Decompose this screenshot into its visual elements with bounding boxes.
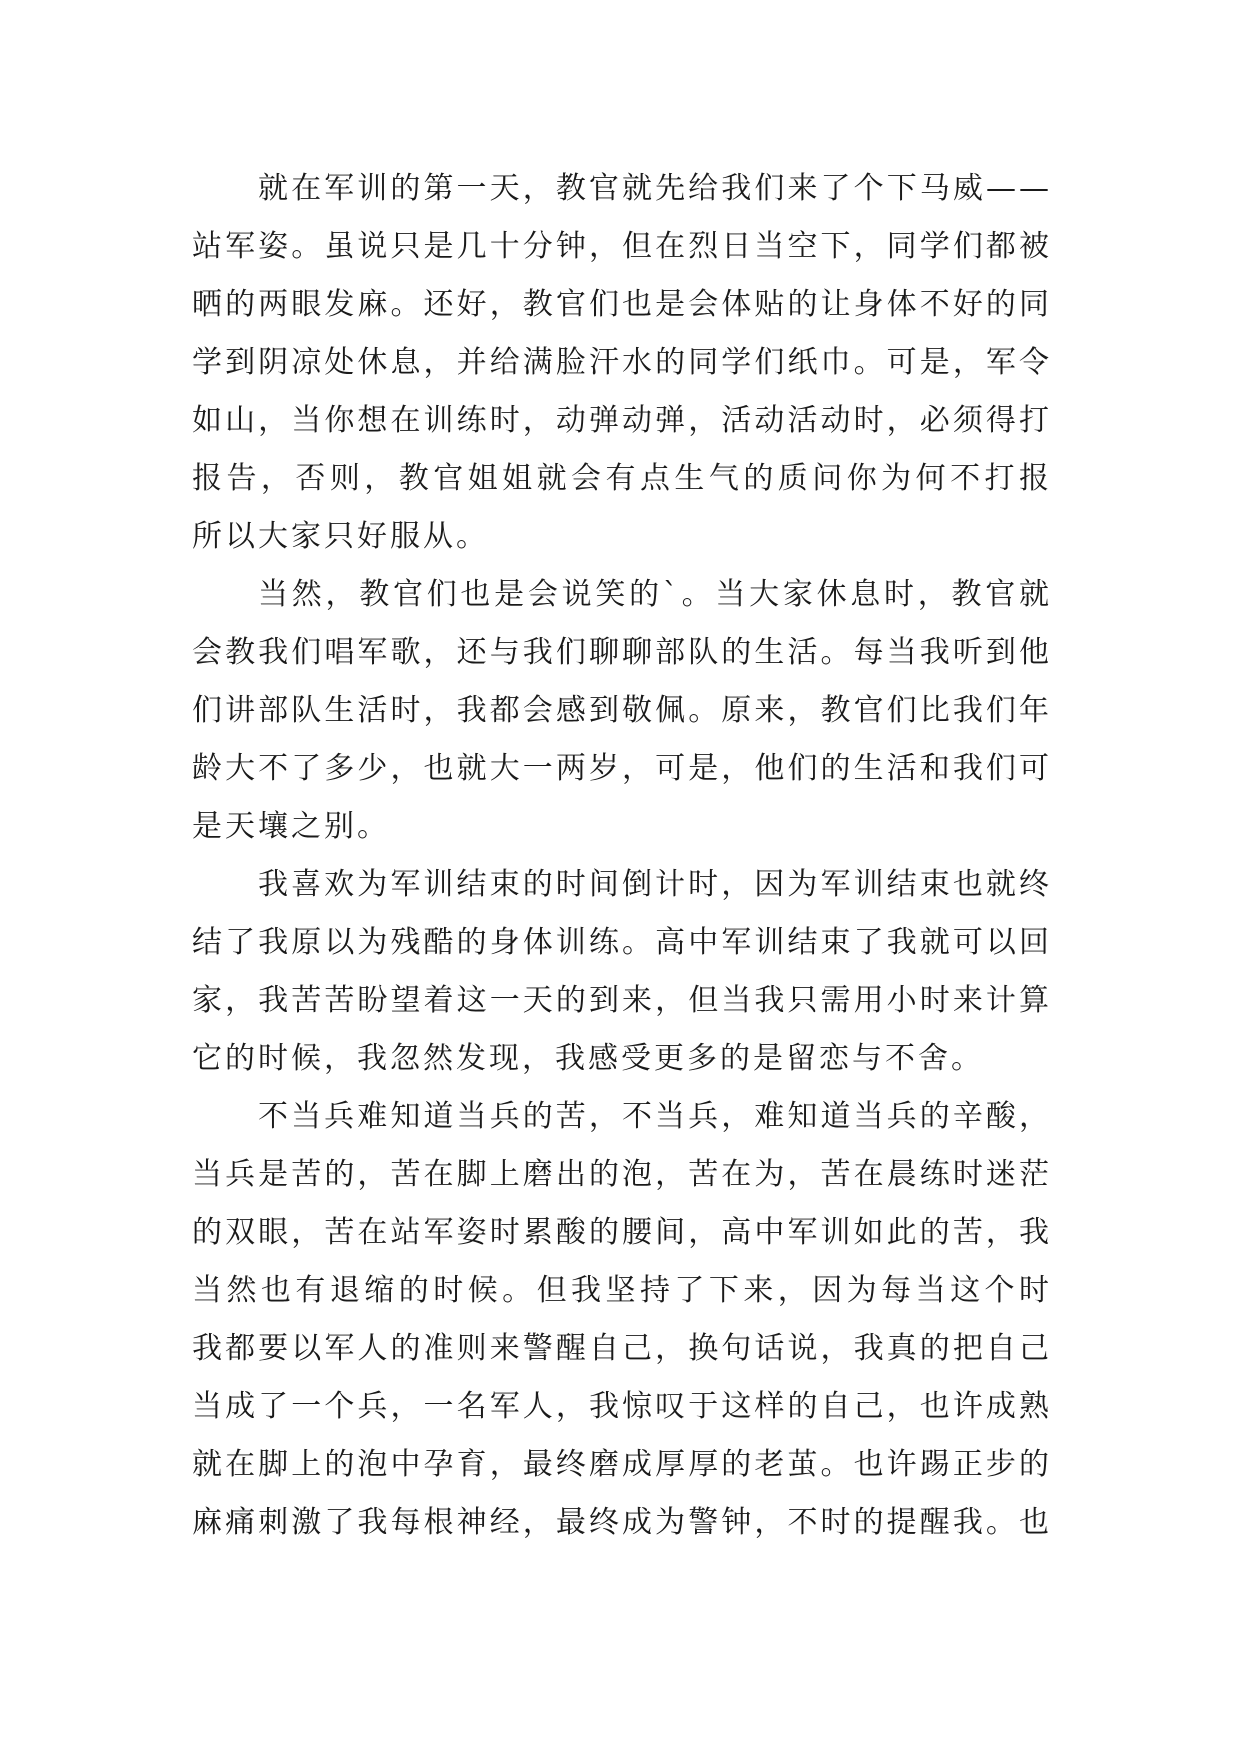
text-line: 它的时候，我忽然发现，我感受更多的是留恋与不舍。 bbox=[192, 1041, 984, 1076]
text-line: 我都要以军人的准则来警醒自己，换句话说，我真的把自己 bbox=[192, 1331, 1052, 1366]
paragraph-4 bbox=[192, 1088, 1052, 1552]
paragraph-1 bbox=[192, 160, 1052, 566]
text-line: 们讲部队生活时，我都会感到敬佩。原来，教官们比我们年 bbox=[192, 693, 1052, 728]
text-line: 当然，教官们也是会说笑的`。当大家休息时，教官就 bbox=[258, 577, 1052, 612]
text-line: 学到阴凉处休息，并给满脸汗水的同学们纸巾。可是，军令 bbox=[192, 345, 1052, 380]
text-line: 麻痛刺激了我每根神经，最终成为警钟，不时的提醒我。也 bbox=[192, 1505, 1052, 1540]
text-line: 就在军训的第一天，教官就先给我们来了个下马威—— bbox=[258, 171, 1052, 206]
paragraph-2 bbox=[192, 566, 1052, 856]
text-line: 报告，否则，教官姐姐就会有点生气的质问你为何不打报 bbox=[192, 461, 1052, 496]
text-line: 当然也有退缩的时候。但我坚持了下来，因为每当这个时 bbox=[192, 1273, 1052, 1308]
text-line: 站军姿。虽说只是几十分钟，但在烈日当空下，同学们都被 bbox=[192, 229, 1052, 264]
text-line: 不当兵难知道当兵的苦，不当兵，难知道当兵的辛酸， bbox=[258, 1099, 1052, 1134]
paragraph-3 bbox=[192, 856, 1052, 1088]
text-line: 结了我原以为残酷的身体训练。高中军训结束了我就可以回 bbox=[192, 925, 1052, 960]
text-line: 就在脚上的泡中孕育，最终磨成厚厚的老茧。也许踢正步的 bbox=[192, 1447, 1052, 1482]
text-line: 是天壤之别。 bbox=[192, 809, 390, 844]
text-line: 所以大家只好服从。 bbox=[192, 519, 489, 554]
text-line: 会教我们唱军歌，还与我们聊聊部队的生活。每当我听到他 bbox=[192, 635, 1052, 670]
text-line: 龄大不了多少，也就大一两岁，可是，他们的生活和我们可 bbox=[192, 751, 1052, 786]
text-line: 当兵是苦的，苦在脚上磨出的泡，苦在为，苦在晨练时迷茫 bbox=[192, 1157, 1052, 1192]
text-line: 如山，当你想在训练时，动弹动弹，活动活动时，必须得打 bbox=[192, 403, 1052, 438]
text-line: 家，我苦苦盼望着这一天的到来，但当我只需用小时来计算 bbox=[192, 983, 1052, 1018]
text-line: 当成了一个兵，一名军人，我惊叹于这样的自己，也许成熟 bbox=[192, 1389, 1052, 1424]
text-line: 晒的两眼发麻。还好，教官们也是会体贴的让身体不好的同 bbox=[192, 287, 1052, 322]
document-body bbox=[192, 160, 1052, 1552]
text-line: 的双眼，苦在站军姿时累酸的腰间，高中军训如此的苦，我 bbox=[192, 1215, 1052, 1250]
text-line: 我喜欢为军训结束的时间倒计时，因为军训结束也就终 bbox=[258, 867, 1052, 902]
